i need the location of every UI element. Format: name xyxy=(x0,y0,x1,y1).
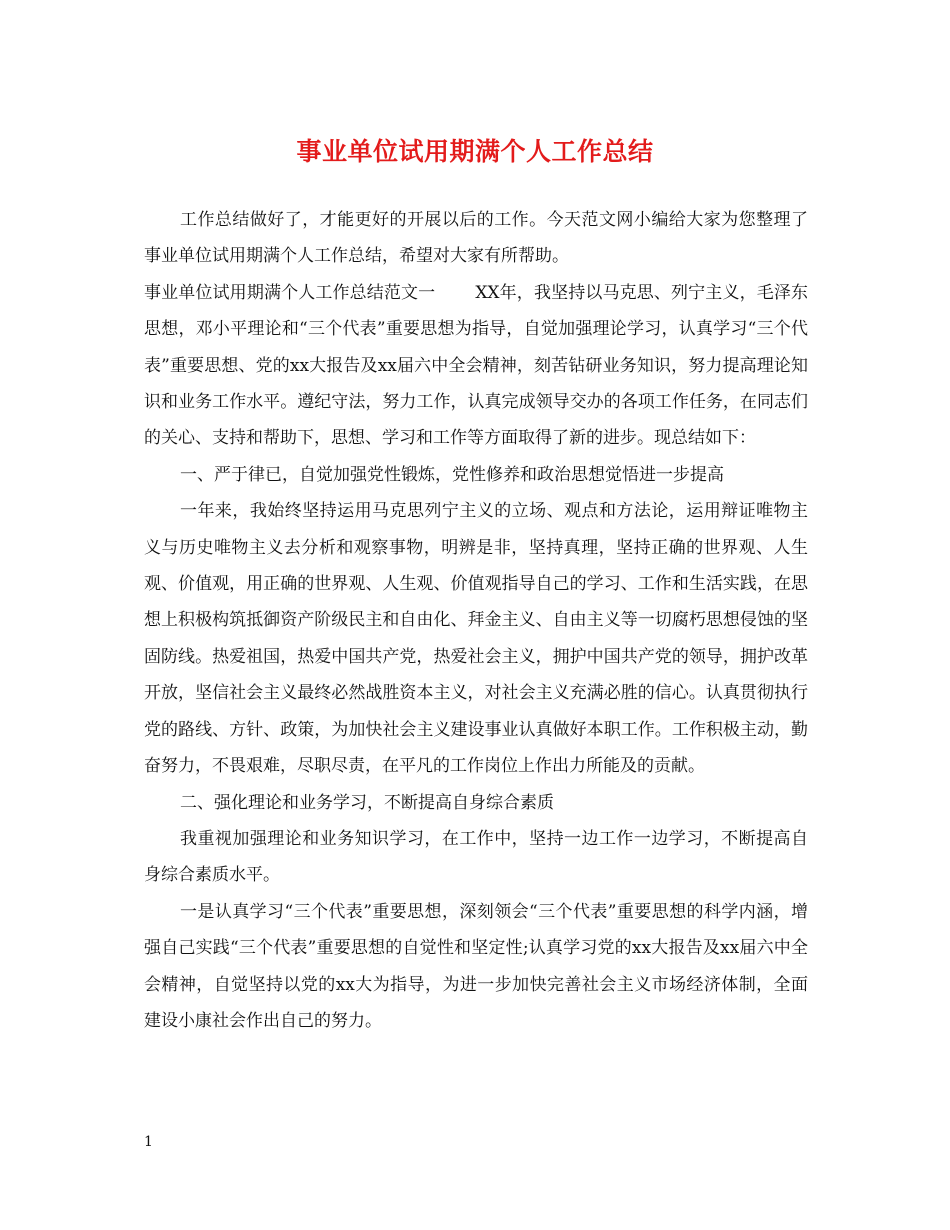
paragraph-one: 一年来，我始终坚持运用马克思列宁主义的立场、观点和方法论，运用辩证唯物主义与历史唯物主义去分析和观察事物，明辨是非，坚持真理，坚持正确的世界观、人生观、价值观，用正确的世界观、人生观、价值观指导自己的学习、工作和生活实践，在思想上积极构筑抵御资产阶级民主和自由化、拜金主义、自由主义等一切腐朽思想侵蚀的坚固防线。热爱祖国，热爱中国共产党，热爱社会主义，拥护中国共产党的领导，拥护改革开放，坚信社会主义最终必然战胜资本主义，对社会主义充满必胜的信心。认真贯彻执行党的路线、方针、政策，为加快社会主义建设事业认真做好本职工作。工作积极主动，勤奋努力，不畏艰难，尽职尽责，在平凡的工作岗位上作出力所能及的贡献。 xyxy=(144,501,808,777)
intro-paragraph: 工作总结做好了，才能更好的开展以后的工作。今天范文网小编给大家为您整理了事业单位试用期满个人工作总结，希望对大家有所帮助。 xyxy=(144,210,808,267)
paragraph-three: 一是认真学习“三个代表”重要思想，深刻领会“三个代表”重要思想的科学内涵，增强自己实践“三个代表”重要思想的自觉性和坚定性;认真学习党的xx大报告及xx届六中全会精神，自觉坚持以党的xx大为指导，为进一步加快完善社会主义市场经济体制，全面建设小康社会作出自己的努力。 xyxy=(144,901,808,1031)
section-opening-text: XX年，我坚持以马克思、列宁主义，毛泽东思想，邓小平理论和“三个代表”重要思想为指导，自觉加强理论学习，认真学习“三个代表”重要思想、党的xx大报告及xx届六中全会精神，刻苦钻研业务知识，努力提高理论知识和业务工作水平。遵纪守法，努力工作，认真完成领导交办的各项工作任务，在同志们的关心、支持和帮助下，思想、学习和工作等方面取得了新的进步。现总结如下： xyxy=(144,282,808,449)
heading-two: 二、强化理论和业务学习，不断提高自身综合素质 xyxy=(180,792,554,813)
section-heading: 事业单位试用期满个人工作总结范文一 xyxy=(144,282,436,303)
document-title: 事业单位试用期满个人工作总结 xyxy=(296,137,654,166)
heading-one: 一、严于律已，自觉加强党性锻炼，党性修养和政治思想觉悟进一步提高 xyxy=(180,464,724,485)
first-section-paragraph xyxy=(144,275,808,457)
document-body xyxy=(144,202,808,1039)
paragraph-two: 我重视加强理论和业务知识学习，在工作中，坚持一边工作一边学习，不断提高自身综合素质水平。 xyxy=(144,828,808,886)
page-number: 1 xyxy=(144,1134,153,1150)
